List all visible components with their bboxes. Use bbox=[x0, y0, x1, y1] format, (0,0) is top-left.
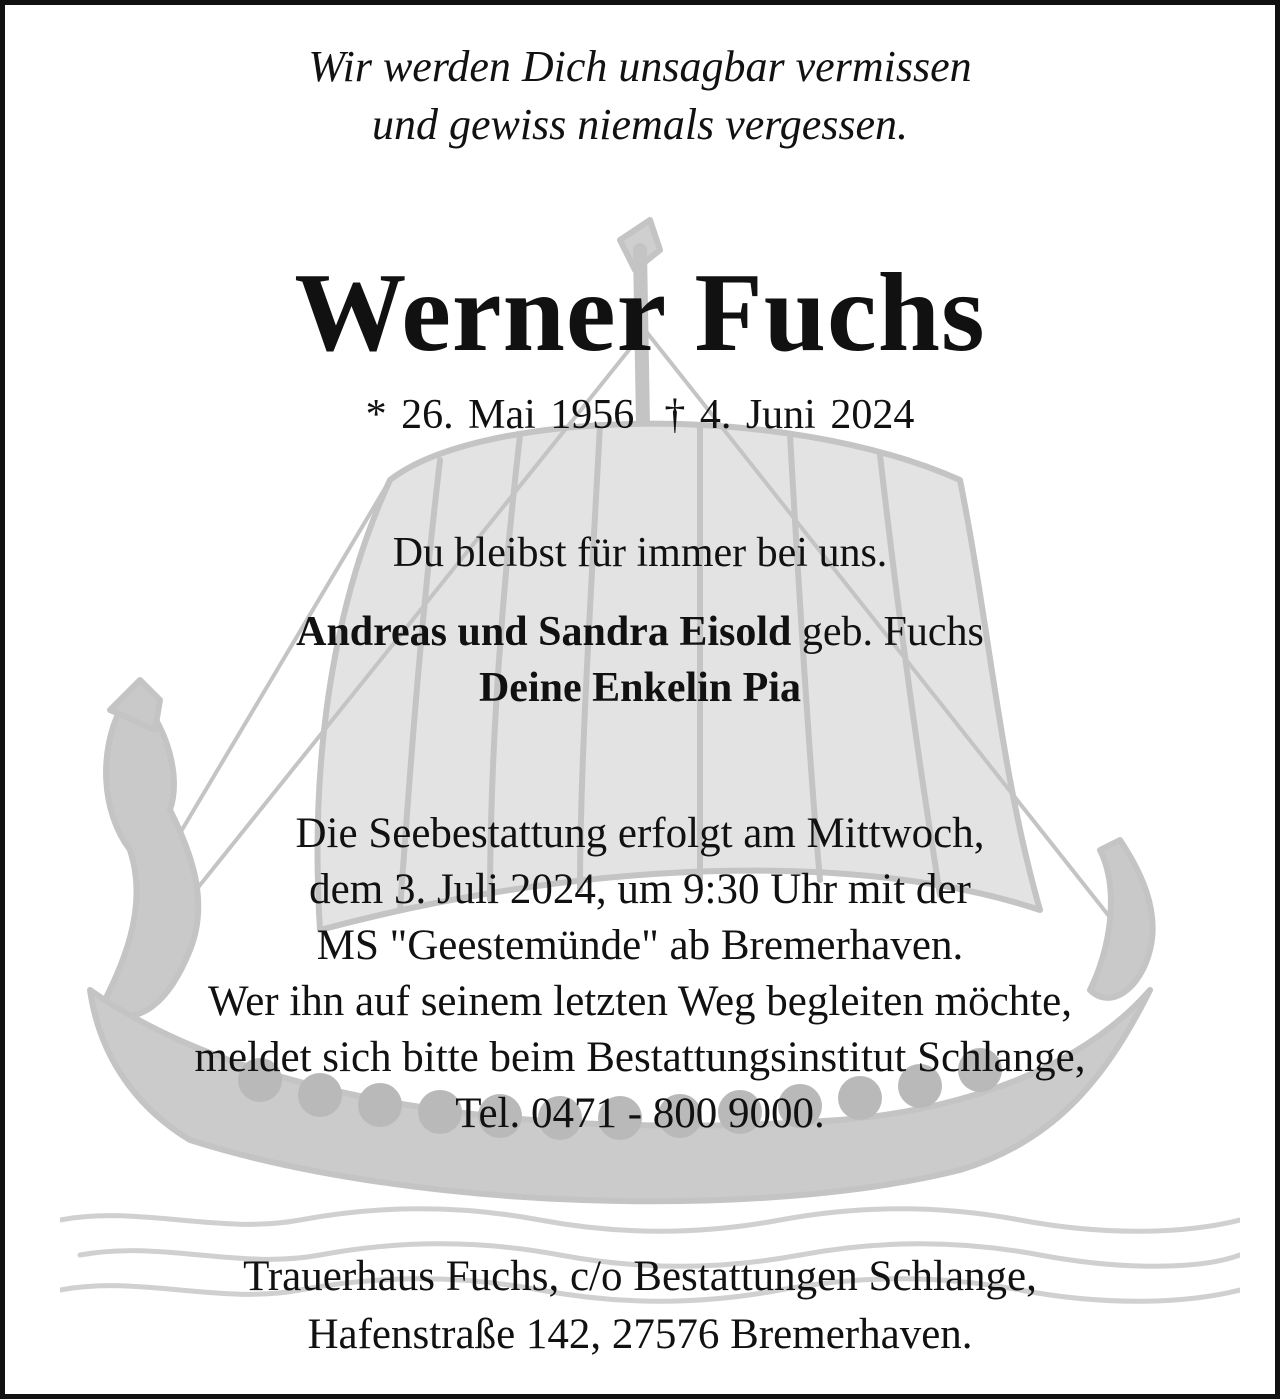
motto-line: Wir werden Dich unsagbar vermissen bbox=[308, 42, 972, 91]
burial-line: meldet sich bitte beim Bestattungsinstitut Schlange, bbox=[194, 1034, 1086, 1081]
mourners bbox=[0, 604, 1280, 716]
mourner-names: Andreas und Sandra Eisold bbox=[296, 609, 792, 655]
burial-line: Wer ihn auf seinem letzten Weg begleiten möchte, bbox=[208, 978, 1072, 1025]
burial-line: MS "Geestemünde" ab Bremerhaven. bbox=[316, 922, 964, 969]
burial-line: Die Seebestattung erfolgt am Mittwoch, bbox=[295, 810, 985, 857]
motto-line: und gewiss niemals vergessen. bbox=[371, 100, 909, 149]
mourning-address bbox=[0, 1248, 1280, 1364]
motto bbox=[0, 38, 1280, 154]
grandchild-line bbox=[0, 660, 1280, 716]
burial-info bbox=[0, 806, 1280, 1142]
maiden-name: geb. Fuchs bbox=[801, 609, 984, 655]
life-dates bbox=[0, 388, 1280, 442]
burial-line: dem 3. Juli 2024, um 9:30 Uhr mit der bbox=[309, 866, 971, 913]
address-line: Hafenstraße 142, 27576 Bremerhaven. bbox=[307, 1311, 973, 1358]
farewell-phrase: Du bleibst für immer bei uns. bbox=[392, 530, 888, 576]
mourner-line bbox=[0, 604, 1280, 660]
birth-date: * 26. Mai 1956 bbox=[365, 392, 635, 438]
phone-line: Tel. 0471 - 800 9000. bbox=[455, 1090, 825, 1137]
deceased-name: Werner Fuchs bbox=[294, 251, 986, 375]
death-date: † 4. Juni 2024 bbox=[664, 392, 915, 438]
address-line: Trauerhaus Fuchs, c/o Bestattungen Schlange, bbox=[243, 1253, 1037, 1300]
grandchild-name: Deine Enkelin Pia bbox=[478, 665, 802, 711]
